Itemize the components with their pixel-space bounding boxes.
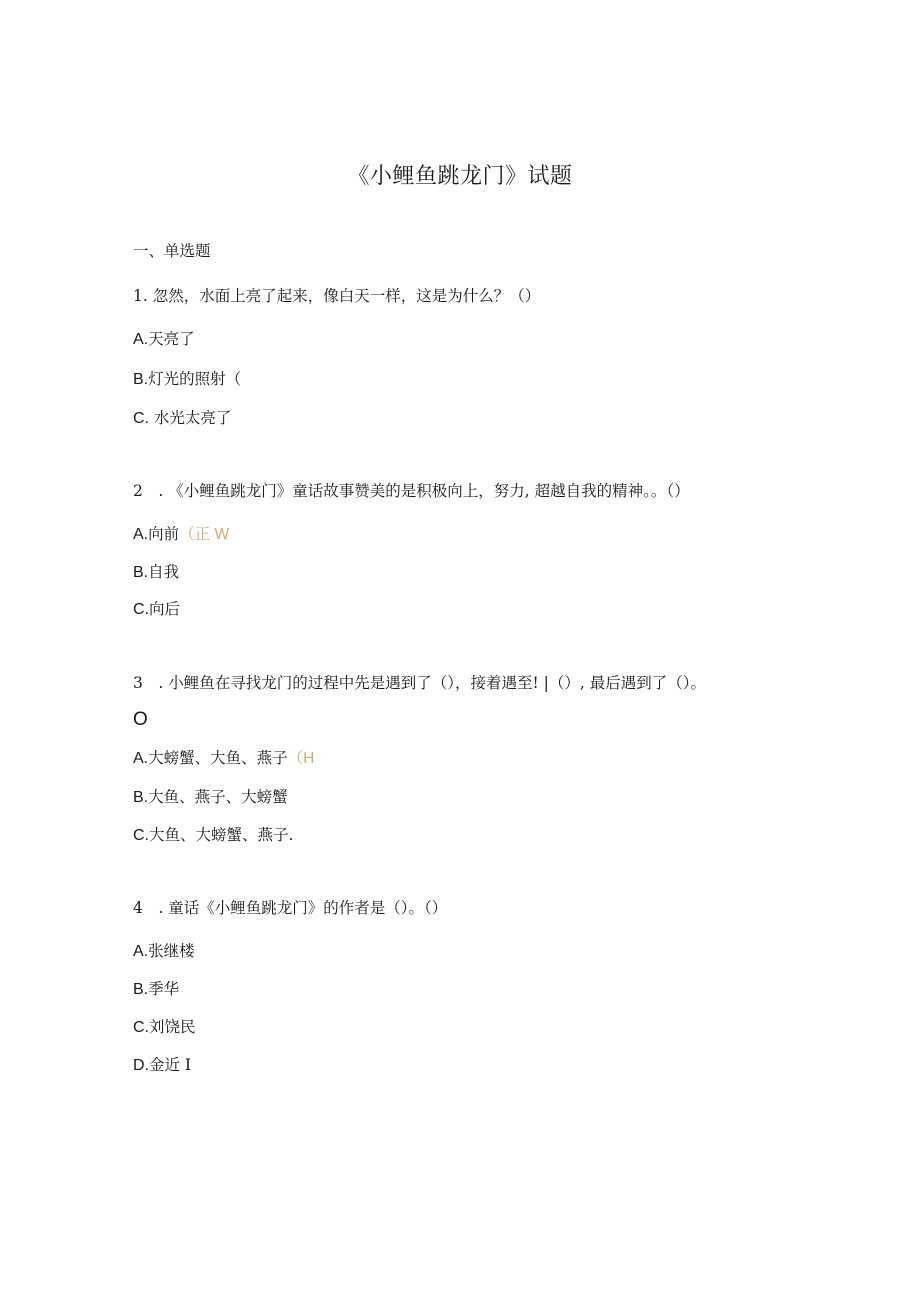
question-2-option-b[interactable]: [133, 562, 179, 583]
option-letter: C.: [133, 1019, 149, 1036]
question-3-continuation: O: [133, 709, 148, 730]
question-3-option-b[interactable]: [133, 787, 288, 808]
page-title: 《小鲤鱼跳龙门》试题: [347, 164, 573, 189]
option-text: 金近 I: [149, 1056, 192, 1074]
option-text: 自我: [148, 563, 180, 581]
option-letter: C.: [133, 827, 149, 844]
option-text: 向前: [148, 525, 180, 543]
option-letter: A.: [133, 331, 149, 348]
option-letter: B.: [133, 981, 149, 998]
section-heading: 一、单选题: [133, 242, 211, 260]
option-text: 水光太亮了: [149, 409, 232, 427]
question-4-text: 4 . 童话《小鲤鱼跳龙门》的作者是（）。（）: [133, 899, 448, 917]
question-2-text: 2 . 《小鲤鱼跳龙门》童话故事赞美的是积极向上，努力, 超越自我的精神。。（）: [133, 482, 690, 500]
question-3-option-c[interactable]: [133, 825, 293, 846]
option-letter: D.: [133, 1057, 149, 1074]
option-letter: A.: [133, 750, 149, 767]
option-text: 大螃蟹、大鱼、燕子: [148, 749, 288, 767]
option-mark: （H: [287, 750, 315, 767]
option-letter: B.: [133, 371, 149, 388]
question-2-option-a[interactable]: [133, 524, 229, 545]
option-text: 刘饶民: [149, 1018, 196, 1036]
question-4-option-d[interactable]: [133, 1055, 191, 1076]
option-text: 大鱼、燕子、大螃蟹: [148, 788, 288, 806]
option-text: 天亮了: [148, 330, 195, 348]
option-letter: B.: [133, 564, 149, 581]
option-text: 张继楼: [148, 942, 195, 960]
option-text: 向后: [149, 600, 181, 618]
option-text: 灯光的照射（: [148, 370, 242, 388]
option-text: 大鱼、大螃蟹、燕子.: [149, 826, 294, 844]
question-3-option-a[interactable]: [133, 748, 314, 769]
option-letter: C.: [133, 601, 149, 618]
question-4-option-b[interactable]: [133, 979, 179, 1000]
option-mark: （正 W: [179, 526, 230, 543]
question-1-option-c[interactable]: [133, 408, 231, 429]
question-2-option-c[interactable]: [133, 599, 180, 620]
option-letter: A.: [133, 943, 149, 960]
option-letter: C.: [133, 410, 149, 427]
question-4-option-c[interactable]: [133, 1017, 196, 1038]
option-text: 季华: [148, 980, 180, 998]
question-1-option-b[interactable]: [133, 369, 241, 390]
option-letter: B.: [133, 789, 149, 806]
question-1-text: 1. 忽然，水面上亮了起来，像白天一样，这是为什么？（）: [133, 287, 541, 305]
question-3-text: 3 . 小鲤鱼在寻找龙门的过程中先是遇到了（），接着遇至! |（）, 最后遇到了（）。: [133, 674, 706, 692]
question-1-option-a[interactable]: [133, 329, 195, 350]
question-4-option-a[interactable]: [133, 941, 195, 962]
option-letter: A.: [133, 526, 149, 543]
